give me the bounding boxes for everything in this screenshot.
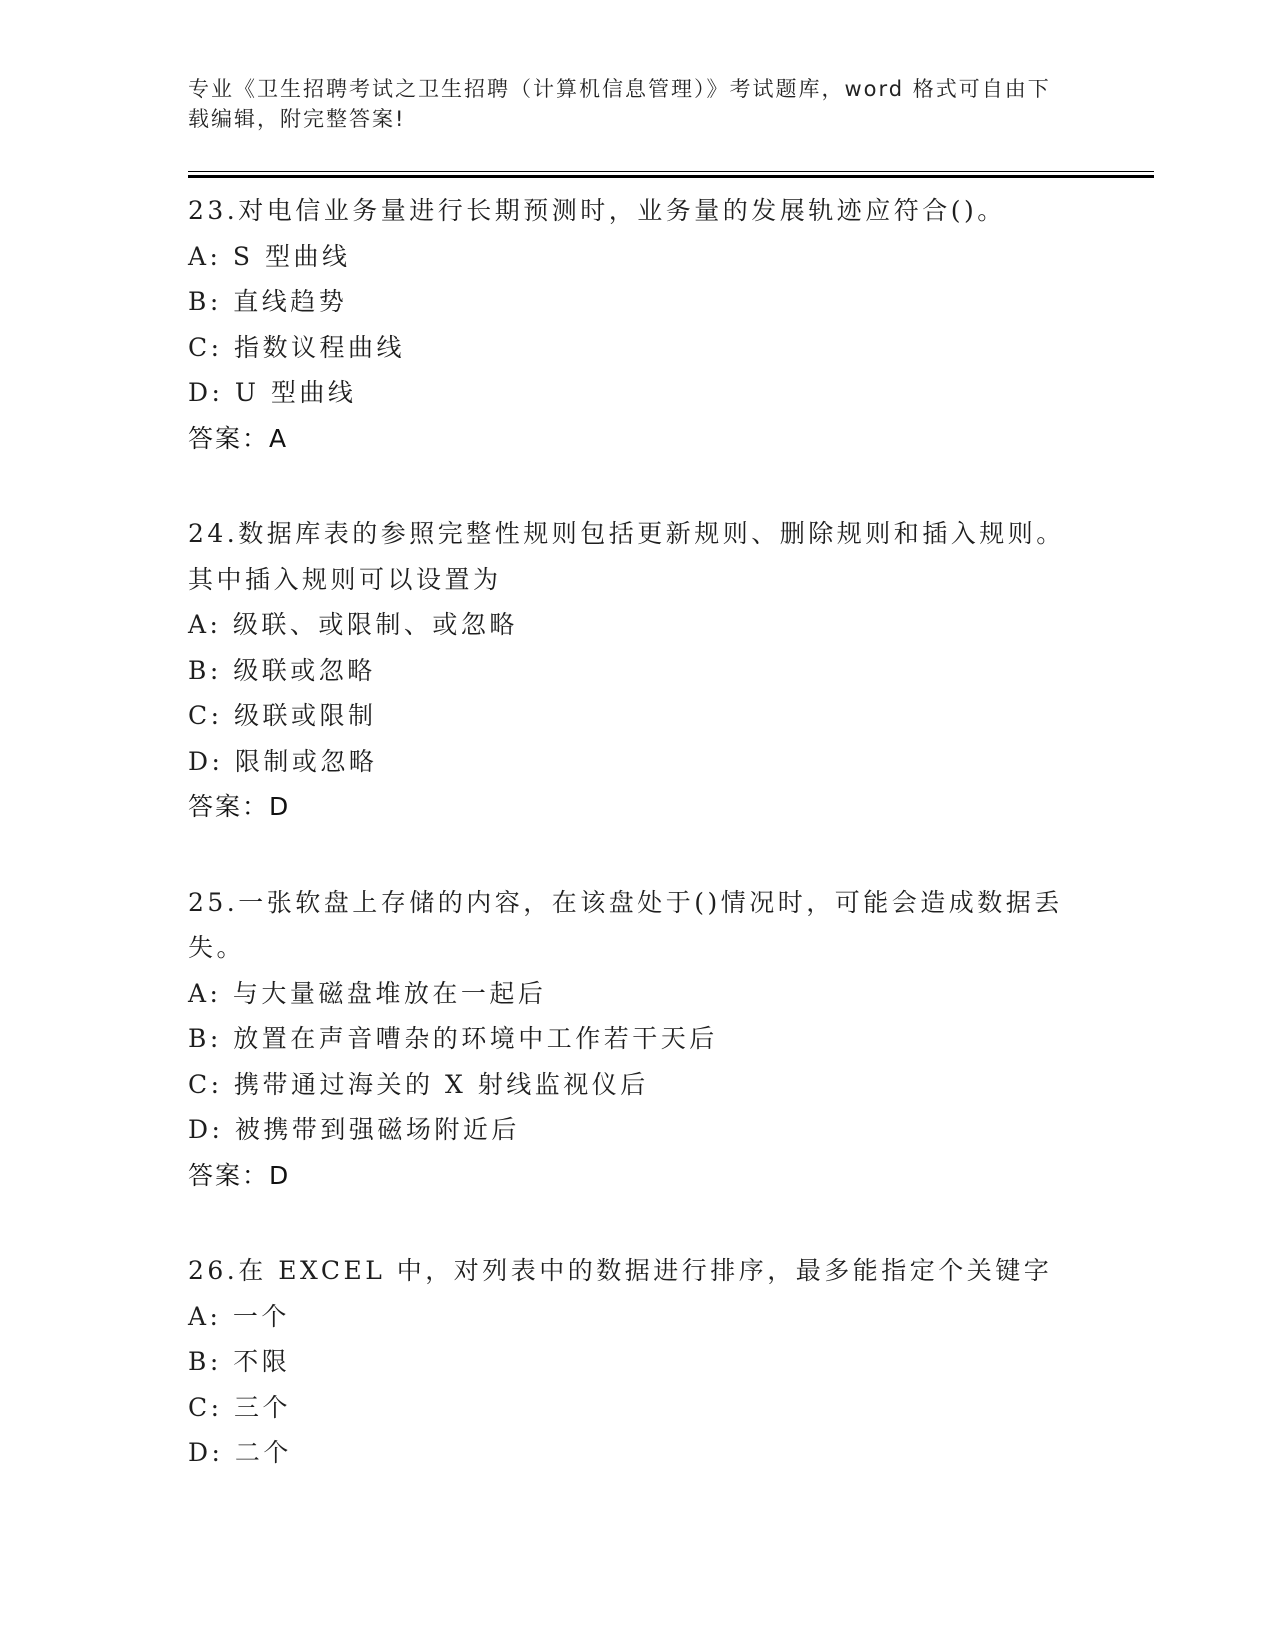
document-header: 专业《卫生招聘考试之卫生招聘（计算机信息管理）》考试题库，word 格式可自由下载编辑，附完整答案! xyxy=(188,77,1051,131)
option-b: B: 级联或忽略 xyxy=(188,655,376,685)
header-divider-thick xyxy=(188,175,1154,178)
option-c: C: 指数议程曲线 xyxy=(188,332,405,362)
answer-line: 答案：A xyxy=(188,423,289,453)
question-stem: 25.一张软盘上存储的内容，在该盘处于()情况时，可能会造成数据丢失。 xyxy=(188,887,1063,962)
question-stem: 24.数据库表的参照完整性规则包括更新规则、删除规则和插入规则。其中插入规则可以设置为 xyxy=(188,519,1065,594)
option-d: D: 二个 xyxy=(188,1438,292,1467)
option-c: C: 三个 xyxy=(188,1392,291,1422)
option-b: B: 直线趋势 xyxy=(188,287,348,316)
option-b: B: 不限 xyxy=(188,1347,291,1376)
answer-line: 答案：D xyxy=(188,792,291,821)
question-25 xyxy=(188,880,1088,1199)
option-c: C: 级联或限制 xyxy=(188,701,377,730)
header-divider-thin xyxy=(188,171,1154,172)
question-list xyxy=(188,188,1088,1526)
question-26 xyxy=(188,1248,1088,1476)
option-d: D: U 型曲线 xyxy=(188,378,357,407)
option-a: A: 与大量磁盘堆放在一起后 xyxy=(188,978,547,1008)
question-stem: 23.对电信业务量进行长期预测时，业务量的发展轨迹应符合()。 xyxy=(188,196,1006,225)
answer-line: 答案：D xyxy=(188,1160,291,1190)
option-a: A: 级联、或限制、或忽略 xyxy=(188,610,518,639)
option-d: D: 被携带到强磁场附近后 xyxy=(188,1115,520,1144)
question-24 xyxy=(188,511,1088,830)
question-stem: 26.在 EXCEL 中，对列表中的数据进行排序，最多能指定个关键字 xyxy=(188,1256,1053,1285)
option-b: B: 放置在声音嘈杂的环境中工作若干天后 xyxy=(188,1024,718,1053)
option-a: A: S 型曲线 xyxy=(188,241,351,271)
option-a: A: 一个 xyxy=(188,1301,290,1331)
question-23 xyxy=(188,188,1088,461)
option-d: D: 限制或忽略 xyxy=(188,746,378,776)
option-c: C: 携带通过海关的 X 射线监视仪后 xyxy=(188,1069,649,1099)
